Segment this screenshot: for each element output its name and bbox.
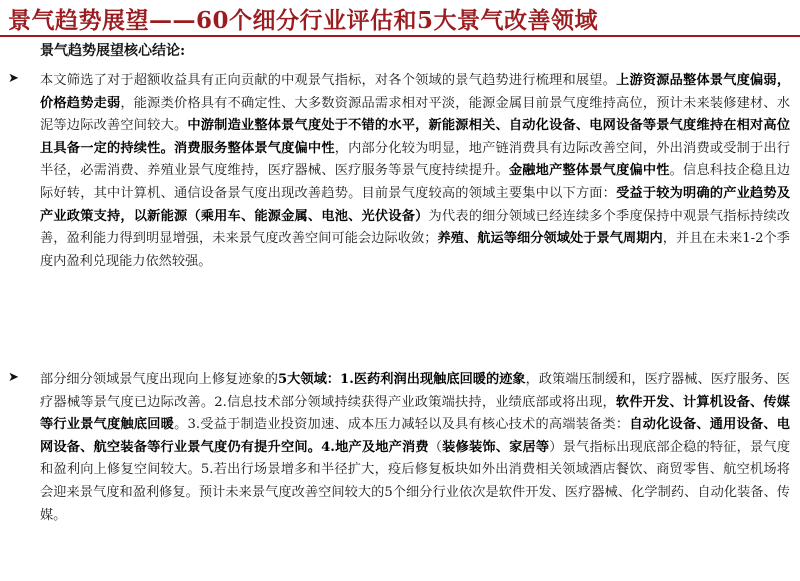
text-segment: 。信息科技企稳且边际好转，其中计算机、通信设备景气度出现改善趋势。目前景气度较高的领域主要集中以下方面：	[40, 163, 791, 201]
bold-text-segment: 受益于较为明确的产业趋势及产业政策支持，以新能源（乘用车、能源金属、电池、光伏设备）	[40, 185, 791, 224]
text-segment: 。3.受益于制造业投资加速、成本压力减轻以及具有核心技术的高端装备类：	[174, 417, 630, 433]
text-segment: 本文筛选了对于超额收益具有正向贡献的中观景气指标，对各个领域的景气趋势进行梳理和展望。	[40, 73, 617, 88]
bold-text-segment: 中游制造业整体景气度处于不错的水平，新能源相关、自动化设备、电网设备等景气度维持在相对高位且具备一定的持续性。消费服务整体景气度偏中性	[40, 118, 791, 156]
paragraph-text	[40, 369, 790, 527]
bold-text-segment: 装修装饰、家居等	[442, 439, 550, 455]
text-segment: 为代表的细分领域已经连续多个季度保持中观景气指标持续改善，盈利能力得到明显增强，未来景气度改善空间可能会边际收敛；	[40, 208, 790, 247]
section-subtitle: 景气趋势展望核心结论:	[40, 43, 186, 59]
text-segment: ，政策端压制缓和，医疗器械、医疗服务、医疗器械等景气度已边际改善。2.信息技术部分领域持续获得产业政策端扶持，业绩底部或将出现，	[40, 372, 790, 410]
paragraph-text	[40, 70, 790, 273]
text-segment: （	[428, 439, 443, 455]
text-segment: ）景气指标出现底部企稳的特征，景气度和盈利向上修复空间较大。5.若出行场景增多和半径扩大，疫后修复板块如外出消费相关领域酒店餐饮、商贸零售、航空机场将会迎来景气度和盈利修复。预计未来景气度改善空间较大的5个细分行业依次是软件开发、医疗器械、化学制药、自动化装备、传媒。	[40, 439, 791, 523]
text-segment: ，能源类价格具有不确定性、大多数资源品需求相对平淡，能源金属目前景气度维持高位，预计未来装修建材、水泥等边际改善空间较大。	[40, 95, 791, 134]
text-segment: ，并且在未来1-2个季度内盈利兑现能力依然较强。	[40, 231, 790, 269]
text-segment: ，内部分化较为明显，地产链消费具有边际改善空间，外出消费或受制于出行半径，必需消费、养殖业景气度维持，医疗器械、医疗服务等景气度持续提升。	[40, 140, 791, 179]
arrow-bullet-icon: ➤	[8, 71, 19, 86]
bold-text-segment: 金融地产整体景气度偏中性	[508, 163, 670, 179]
bold-text-segment: 软件开发、计算机设备、传媒等行业景气度触底回暖	[40, 394, 790, 433]
title-divider	[0, 35, 800, 37]
page-title: 景气趋势展望——60个细分行业评估和5大景气改善领域	[8, 7, 599, 34]
bold-text-segment: 养殖、航运等细分领域处于景气周期内	[437, 231, 663, 247]
text-segment: 部分细分领域景气度出现向上修复迹象的	[40, 372, 278, 387]
bold-text-segment: 5大领域：1.医药利润出现触底回暖的迹象	[277, 372, 526, 387]
bold-text-segment: 上游资源品整体景气度偏弱，价格趋势走弱	[40, 73, 791, 111]
arrow-bullet-icon: ➤	[8, 370, 19, 385]
bold-text-segment: 自动化设备、通用设备、电网设备、航空装备等行业景气度仍有提升空间。4.地产及地产消费	[40, 417, 790, 455]
